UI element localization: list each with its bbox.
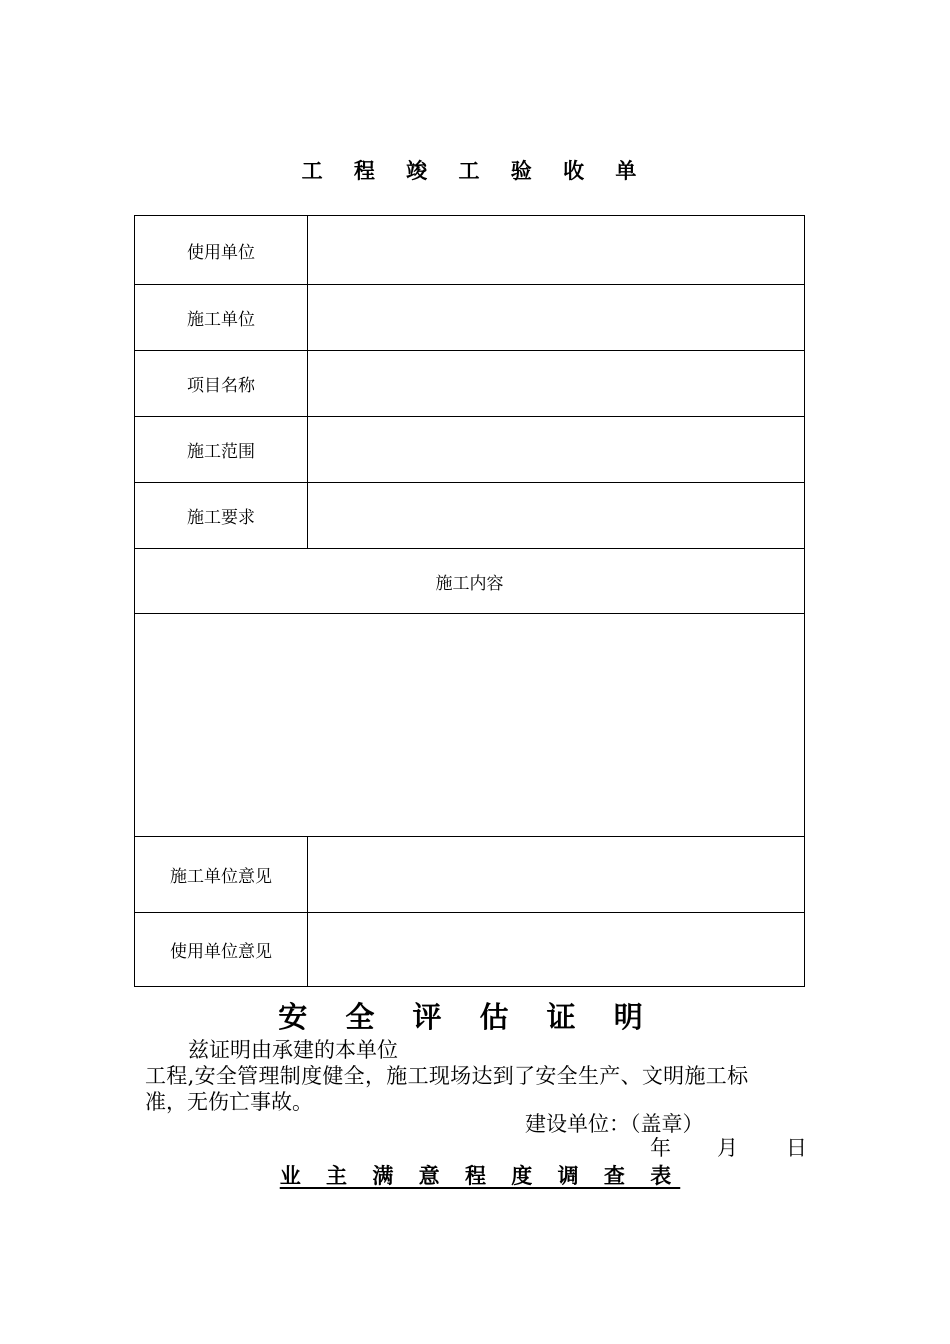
form-value-construction-opinion[interactable] [308, 837, 805, 913]
signature-line: 建设单位：（盖章） [525, 1112, 704, 1136]
form-row [135, 837, 805, 913]
form-row [135, 417, 805, 483]
form-row [135, 913, 805, 987]
form-row [135, 614, 805, 837]
content-header: 施工内容 [135, 549, 805, 614]
form-label-construction-unit: 施工单位 [135, 285, 308, 351]
form-row [135, 549, 805, 614]
certificate-line-1: 兹证明由承建的本单位 [188, 1038, 398, 1062]
acceptance-form-table [134, 215, 805, 987]
survey-title [0, 1160, 950, 1190]
form-value-construction-scope[interactable] [308, 417, 805, 483]
form-row [135, 216, 805, 285]
date-month: 月 [717, 1136, 738, 1160]
form-label-construction-opinion: 施工单位意见 [135, 837, 308, 913]
form-label-project-name: 项目名称 [135, 351, 308, 417]
form-row [135, 351, 805, 417]
survey-title-text: 业 主 满 意 程 度 调 查 表 [279, 1163, 681, 1188]
content-area[interactable] [135, 614, 805, 837]
form-label-user-unit: 使用单位 [135, 216, 308, 285]
date-year: 年 [650, 1136, 671, 1160]
form-value-user-opinion[interactable] [308, 913, 805, 987]
certificate-line-3: 准，无伤亡事故。 [145, 1090, 313, 1114]
form-value-construction-unit[interactable] [308, 285, 805, 351]
form-value-user-unit[interactable] [308, 216, 805, 285]
date-day: 日 [786, 1136, 807, 1160]
form-label-construction-scope: 施工范围 [135, 417, 308, 483]
certificate-line-2: 工程,安全管理制度健全，施工现场达到了安全生产、文明施工标 [145, 1064, 749, 1088]
form-row [135, 285, 805, 351]
form-label-construction-requirements: 施工要求 [135, 483, 308, 549]
form-label-user-opinion: 使用单位意见 [135, 913, 308, 987]
form-value-construction-requirements[interactable] [308, 483, 805, 549]
safety-certificate-title: 安 全 评 估 证 明 [278, 1000, 657, 1034]
form-value-project-name[interactable] [308, 351, 805, 417]
document-title: 工 程 竣 工 验 收 单 [301, 158, 649, 183]
form-row [135, 483, 805, 549]
